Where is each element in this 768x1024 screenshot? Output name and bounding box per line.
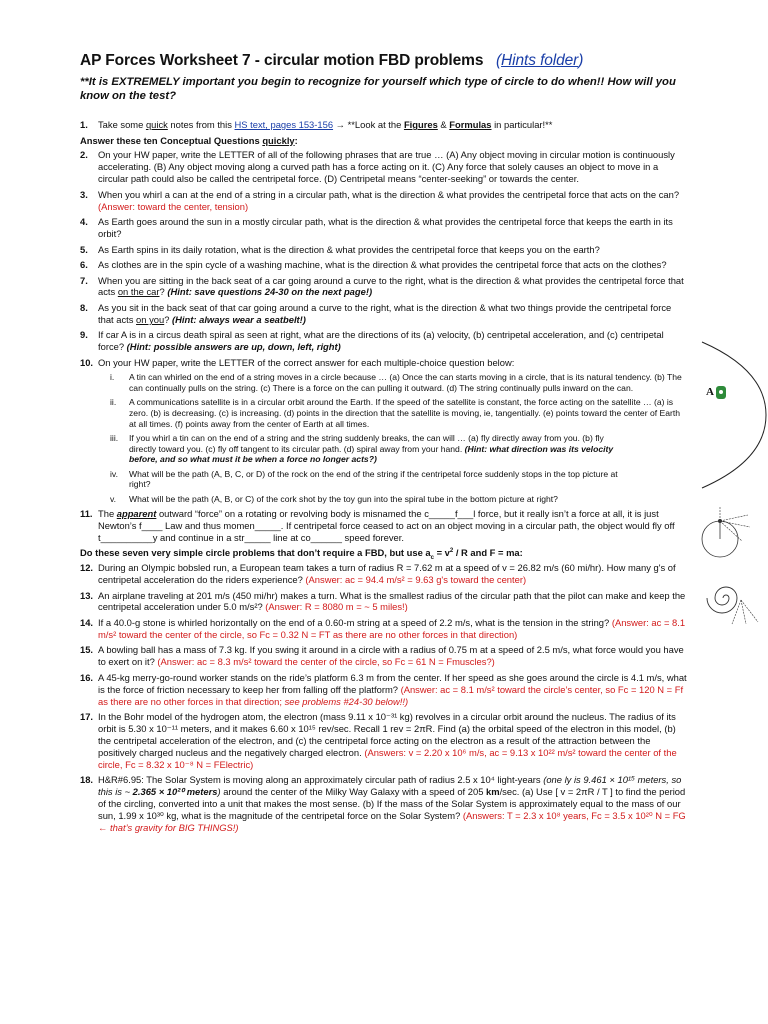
question-2: 2. On your HW paper, write the LETTER of all of the following phrases that are true … (A) Any object moving in circular motion is continuously accelerating. (B) Any object moving along a curved path has a force acting on it. (C) Any force that solely causes an object to move in a circular path could also be called the centripetal force. (D) Centripetal means “center-seeking” or towards the center. <box>80 149 675 185</box>
question-5: 5. As Earth spins in its daily rotation, what is the direction & what provides the centripetal force that keeps you on the earth? <box>80 243 600 255</box>
question-4: 4. As Earth goes around the sun in a mostly circular path, what is the direction & what provides the centripetal force that keeps the earth in its orbit? <box>80 216 673 240</box>
question-17: 17. In the Bohr model of the hydrogen atom, the electron (mass 9.11 x 10⁻³¹ kg) revolves in a circular orbit around the nucleus. The radius of its orbit is 5.30 x 10⁻¹¹ meters, and it makes 6.60 x 10¹⁵ rev/sec. Recall 1 rev = 2πR. Find (a) the orbital speed of the electron in this model, (b) the centripetal acceleration of the electron, and (c) the centripetal force acting on the electron as a result of the attraction between the positively charged nucleus and the negatively charged electron. (Answers: v = 2.20 x 10⁶ m/s, ac = 9.13 x 10²² m/s² toward the center of the circle, Fc = 8.32 x 10⁻⁸ N = FElectric) <box>80 711 677 770</box>
mc-list <box>80 372 688 504</box>
rock-paths-figure <box>698 505 758 565</box>
question-16: 16. A 45-kg merry-go-round worker stands on the ride’s platform 6.3 m from the center. If her speed as she goes around the circle is 4.1 m/s, what is the force of friction necessary to keep her from falling off the platform? (Answer: ac = 8.1 m/s² toward the circle’s center, so Fc = 120 N = Ff as there are no other forces in that direction; see problems #24-30 below!!) <box>80 671 687 707</box>
question-8: 8. As you sit in the back seat of that car going around a curve to the right, what is the direction & what two things provide the centripetal force that acts on you? (Hint: always wear a seatbelt!) <box>80 301 672 325</box>
question-9: 9. If car A is in a circus death spiral as seen at right, what are the directions of its (a) velocity, (b) centripetal acceleration, and (c) centripetal force? (Hint: possible answers are up, down, left, right) <box>80 329 664 353</box>
hints-folder-link[interactable]: Hints folder <box>501 52 579 69</box>
question-7: 7. When you are sitting in the back seat of a car going around a curve to the right, what is the direction & what provides the centripetal force that acts on the car? (Hint: save questions 24-30 on the next page!) <box>80 274 684 298</box>
list-item: iii. If you whirl a tin can on the end of a string and the string suddenly breaks, the can will … (a) fly directly away from you. (b) fly directly toward you. (c) fly off tangent to its circular path. (d) spiral away from your hand. (Hint: what direction was its velocity before, and so what must it be when a force no longer acts?) <box>110 432 614 465</box>
list-item: iv. What will be the path (A, B, C, or D) of the rock on the end of the string if the centripetal force suddenly stops in the top picture at right? <box>110 468 618 490</box>
spiral-tube-figure <box>696 570 762 626</box>
list-item: v. What will be the path (A, B, or C) of the cork shot by the toy gun into the spiral tube in the bottom picture at right? <box>110 493 558 504</box>
question-15: 15. A bowling ball has a mass of 7.3 kg. If you swing it around in a circle with a radius of 0.75 m at a speed of 2.5 m/s, what force would you have to exert on it? (Answer: ac = 8.3 m/s² toward the center of the circle, so Fc = 61 N = Fmuscles?) <box>80 644 684 668</box>
question-10: 10. On your HW paper, write the LETTER of the correct answer for each multiple-choice question below: <box>80 356 515 368</box>
question-13: 13. An airplane traveling at 201 m/s (450 mi/hr) makes a turn. What is the smallest radius of the circular path that the pilot can make and keep the centripetal acceleration under 5.0 m/s²? (Answer: R = 8080 m = ~ 5 miles!) <box>80 589 686 613</box>
worksheet-page <box>80 52 688 837</box>
question-1: 1. Take some quick notes from this HS text, pages 153-156 → **Look at the Figures & Formulas in particular!** <box>80 119 553 130</box>
hs-text-link[interactable]: HS text, pages 153-156 <box>234 119 334 130</box>
list-item: i. A tin can whirled on the end of a string moves in a circle because … (a) Once the can starts moving in a circle, that is its natural tendency. (b) The can continually pulls on the string. (c) There is a force on the can pulling it outward. (d) The string continually pulls inward on the can. <box>110 372 682 393</box>
intro-note: **It is EXTREMELY important you begin to recognize for yourself which type of circle to do when!! How will you know on the test? <box>80 76 676 102</box>
death-spiral-arc <box>700 340 768 490</box>
conceptual-heading: Answer these ten Conceptual Questions quickly: <box>80 134 298 146</box>
rock-paths-diagram <box>698 505 758 565</box>
page-title: AP Forces Worksheet 7 - circular motion FBD problems (Hints folder) <box>80 52 584 69</box>
question-6: 6. As clothes are in the spin cycle of a washing machine, what is the direction & what provides the centripetal force that acts on the clothes? <box>80 259 667 271</box>
question-18: 18. H&R#6.95: The Solar System is moving along an approximately circular path of radius 2.5 x 10⁴ light-years (one ly is 9.461 × 10¹⁵ meters, so this is ~ 2.365 × 10²⁰ meters) around the center of the Milky Way Galaxy with a speed of 205 km/sec. (a) Use [ v = 2πR / T ] to find the period of the circling, converted into a unit that makes the most sense. (b) If the mass of the Solar System is approximately equal to the mass of our sun, 1.99 x 10³⁰ kg, what is the magnitude of the centripetal force on the Solar System? (Answers: T = 2.3 x 10⁸ years, Fc = 3.5 x 10²⁰ N = FG ← that’s gravity for BIG THINGS!) <box>80 774 686 833</box>
car-label: A <box>706 386 714 398</box>
death-spiral-figure <box>700 340 768 490</box>
simple-problems-heading: Do these seven very simple circle problems that don’t require a FBD, but use $a_c = v^2 / R$ and F = ma: <box>80 547 523 562</box>
spiral-tube-diagram <box>696 570 762 626</box>
list-item: ii. A communications satellite is in a circular orbit around the Earth. If the speed of the satellite is constant, the force acting on the satellite … (a) is zero. (b) is decreasing. (c) is increasing. (d) points in the direction that the satellite is moving, ie, tangentially. (e) points toward the center of Earth at all times. (f) points away from the center of Earth at all times. <box>110 397 681 429</box>
question-12: 12. During an Olympic bobsled run, a European team takes a turn of radius R = 7.62 m at a speed of v = 26.82 m/s (60 mi/hr). How many g's of centripetal acceleration do the riders experience? (Answer: ac = 94.4 m/s² = 9.63 g's toward the center) <box>80 562 676 586</box>
question-11: 11. The apparent outward “force” on a rotating or revolving body is misnamed the c_____f___l force, but it really isn’t a force at all, it is just Newton’s f____ Law and thus momen_____. If centripetal force ceased to act on an object moving in a circular path, the object would fly off t__________y and continue in a str_____ line at co______ speed forever. <box>80 507 675 543</box>
question-3: 3. When you whirl a can at the end of a string in a circular path, what is the direction & what provides the centripetal force that acts on the can? (Answer: toward the center, tension) <box>80 188 680 212</box>
question-14: 14. If a 40.0-g stone is whirled horizontally on the end of a 0.60-m string at a speed of 2.2 m/s, what is the tension in the string? (Answer: ac = 8.1 m/s² toward the center of the circle, so Fc = 0.32 N = FT as there are no other forces in that direction) <box>80 616 686 640</box>
